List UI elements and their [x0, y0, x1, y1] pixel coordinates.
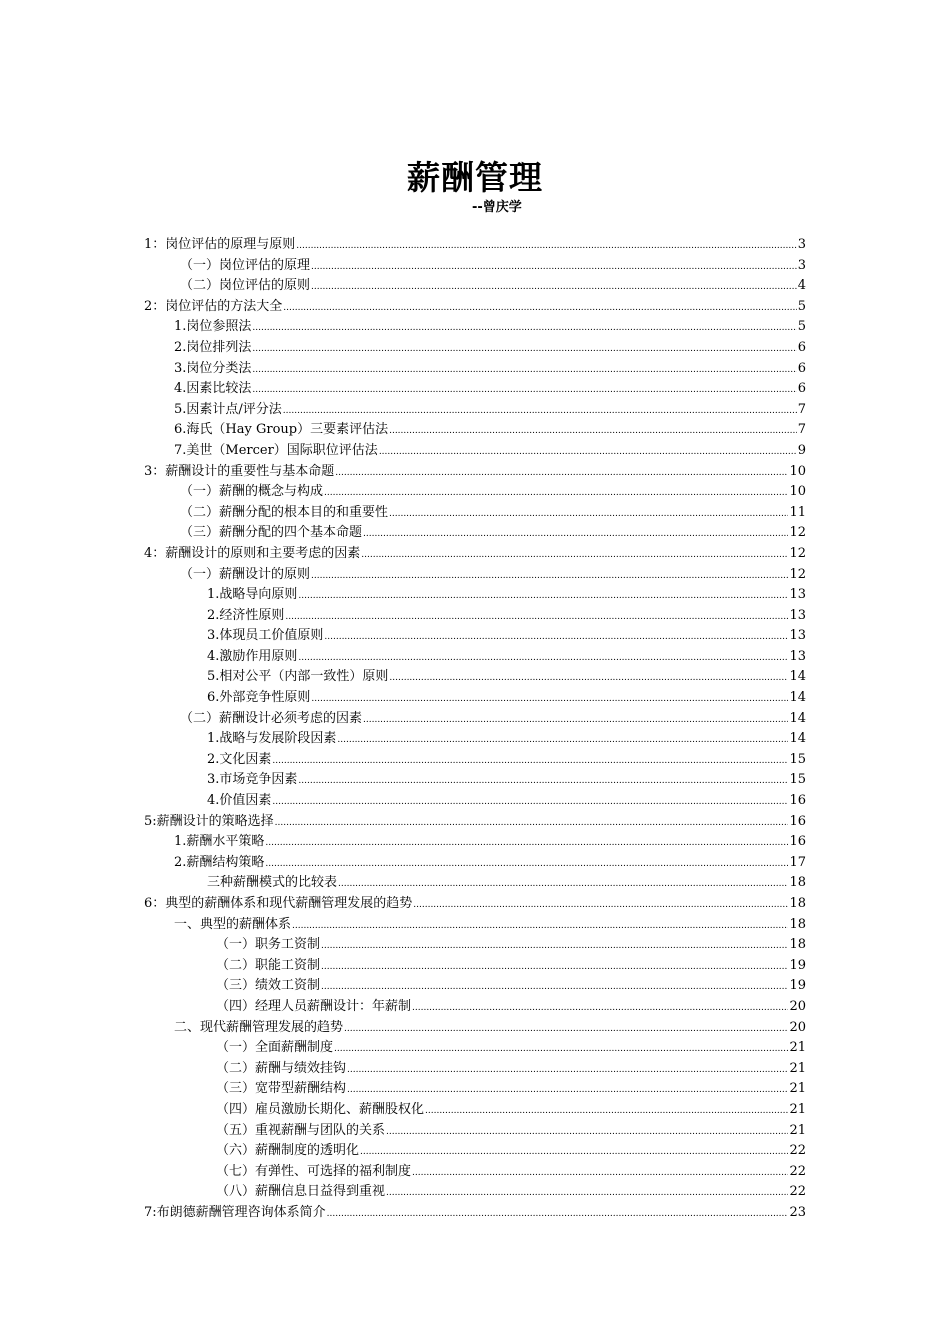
toc-entry-title: 1.战略导向原则: [207, 587, 298, 603]
toc-entry-title: 6.海氏（Hay Group）三要素评估法: [174, 422, 389, 438]
toc-leader-dots: [412, 1163, 788, 1184]
toc-entry-title: 3.市场竞争因素: [207, 772, 298, 788]
toc-entry-title: 1：岗位评估的原理与原则: [144, 237, 296, 252]
toc-leader-dots: [360, 1142, 788, 1163]
toc-entry[interactable]: [144, 626, 806, 647]
toc-entry-page-number: 7: [797, 401, 806, 417]
toc-leader-dots: [386, 1183, 788, 1204]
toc-leader-dots: [272, 751, 788, 772]
toc-entry-page-number: 9: [797, 442, 806, 458]
toc-leader-dots: [324, 483, 788, 504]
toc-leader-dots: [363, 710, 788, 731]
toc-entry-page-number: 10: [789, 484, 806, 500]
toc-entry[interactable]: [144, 750, 806, 771]
toc-entry-page-number: 12: [789, 566, 806, 582]
toc-entry-title: （三）绩效工资制: [216, 978, 321, 994]
toc-entry-page-number: 4: [797, 278, 806, 294]
toc-entry[interactable]: [144, 1018, 806, 1039]
toc-leader-dots: [252, 360, 796, 381]
toc-entry-title: 2.经济性原则: [207, 607, 285, 623]
table-of-contents: [144, 235, 806, 1224]
toc-entry[interactable]: [144, 606, 806, 627]
toc-entry[interactable]: [144, 276, 806, 297]
toc-entry-title: 一、典型的薪酬体系: [174, 916, 292, 932]
toc-leader-dots: [265, 833, 788, 854]
toc-entry[interactable]: [144, 688, 806, 709]
toc-entry[interactable]: [144, 1162, 806, 1183]
toc-entry-title: 4.激励作用原则: [207, 648, 298, 664]
toc-leader-dots: [252, 339, 796, 360]
toc-entry-page-number: 12: [789, 525, 806, 541]
toc-entry-title: 三种薪酬模式的比较表: [207, 875, 338, 891]
toc-entry[interactable]: [144, 420, 806, 441]
toc-entry[interactable]: [144, 1100, 806, 1121]
toc-entry-page-number: 21: [789, 1122, 806, 1138]
toc-entry-page-number: 18: [789, 916, 806, 932]
toc-entry-page-number: 3: [797, 237, 806, 252]
toc-entry-title: （二）薪酬分配的根本目的和重要性: [180, 504, 389, 520]
toc-entry-page-number: 16: [789, 813, 806, 829]
toc-entry[interactable]: [144, 441, 806, 462]
document-title: 薪酬管理: [407, 158, 543, 197]
toc-entry[interactable]: [144, 338, 806, 359]
document-author: --曾庆学: [472, 200, 522, 215]
toc-leader-dots: [252, 318, 796, 339]
toc-entry-title: 二、现代薪酬管理发展的趋势: [174, 1019, 344, 1035]
toc-entry-page-number: 21: [789, 1060, 806, 1076]
toc-entry-page-number: 19: [789, 978, 806, 994]
toc-entry[interactable]: [144, 667, 806, 688]
toc-entry-page-number: 17: [789, 854, 806, 870]
toc-leader-dots: [379, 442, 797, 463]
toc-entry-title: 2：岗位评估的方法大全: [144, 298, 283, 314]
toc-entry-title: 7.美世（Mercer）国际职位评估法: [174, 442, 378, 458]
toc-entry[interactable]: [144, 482, 806, 503]
toc-entry-page-number: 23: [789, 1204, 806, 1220]
toc-leader-dots: [324, 627, 788, 648]
toc-entry-page-number: 13: [789, 587, 806, 603]
toc-entry-page-number: 19: [789, 957, 806, 973]
toc-entry-page-number: 22: [789, 1163, 806, 1179]
toc-entry[interactable]: [144, 544, 806, 565]
toc-leader-dots: [321, 977, 788, 998]
toc-leader-dots: [283, 401, 797, 422]
toc-entry[interactable]: [144, 1141, 806, 1162]
toc-entry-page-number: 22: [789, 1143, 806, 1159]
toc-leader-dots: [272, 792, 788, 813]
toc-entry[interactable]: [144, 894, 806, 915]
toc-entry-title: 7:布朗德薪酬管理咨询体系简介: [144, 1204, 326, 1220]
toc-entry[interactable]: [144, 853, 806, 874]
toc-leader-dots: [337, 730, 788, 751]
toc-entry-page-number: 21: [789, 1040, 806, 1056]
toc-entry-title: 3.体现员工价值原则: [207, 628, 324, 644]
toc-entry-page-number: 6: [797, 339, 806, 355]
toc-entry[interactable]: [144, 770, 806, 791]
toc-entry-page-number: 14: [789, 669, 806, 685]
toc-leader-dots: [285, 607, 788, 628]
toc-entry-title: 5:薪酬设计的策略选择: [144, 813, 274, 829]
toc-leader-dots: [298, 586, 788, 607]
toc-entry[interactable]: [144, 729, 806, 750]
toc-entry-page-number: 7: [797, 422, 806, 438]
toc-entry-title: （三）薪酬分配的四个基本命题: [180, 525, 363, 541]
toc-entry-page-number: 20: [789, 998, 806, 1014]
toc-entry[interactable]: [144, 462, 806, 483]
toc-entry-page-number: 21: [789, 1081, 806, 1097]
toc-entry-title: （一）全面薪酬制度: [216, 1040, 334, 1056]
toc-leader-dots: [347, 1060, 788, 1081]
toc-entry-title: （六）薪酬制度的透明化: [216, 1143, 360, 1159]
toc-entry[interactable]: [144, 297, 806, 318]
toc-entry[interactable]: [144, 317, 806, 338]
toc-leader-dots: [347, 1080, 788, 1101]
toc-entry[interactable]: [144, 647, 806, 668]
toc-entry[interactable]: [144, 709, 806, 730]
toc-entry-title: 4.因素比较法: [174, 381, 252, 397]
toc-entry-page-number: 6: [797, 381, 806, 397]
toc-entry-title: （二）薪酬设计必须考虑的因素: [180, 710, 363, 726]
toc-entry[interactable]: [144, 935, 806, 956]
toc-leader-dots: [265, 854, 788, 875]
toc-entry-title: （一）薪酬的概念与构成: [180, 484, 324, 500]
toc-entry-title: 4：薪酬设计的原则和主要考虑的因素: [144, 545, 361, 561]
toc-entry-title: （三）宽带型薪酬结构: [216, 1081, 347, 1097]
toc-entry-title: 2.薪酬结构策略: [174, 854, 265, 870]
toc-entry[interactable]: [144, 359, 806, 380]
toc-entry[interactable]: [144, 256, 806, 277]
toc-leader-dots: [311, 566, 788, 587]
toc-leader-dots: [311, 689, 788, 710]
toc-entry[interactable]: [144, 956, 806, 977]
toc-entry[interactable]: [144, 915, 806, 936]
toc-leader-dots: [321, 957, 788, 978]
toc-entry-page-number: 16: [789, 793, 806, 809]
toc-entry-title: 1.战略与发展阶段因素: [207, 731, 337, 747]
toc-entry-page-number: 5: [797, 319, 806, 335]
toc-leader-dots: [389, 504, 788, 525]
toc-entry-title: （一）职务工资制: [216, 937, 321, 953]
toc-entry-title: （二）薪酬与绩效挂钩: [216, 1060, 347, 1076]
toc-leader-dots: [386, 1122, 788, 1143]
toc-entry-title: 2.文化因素: [207, 751, 272, 767]
toc-entry-page-number: 10: [789, 463, 806, 479]
toc-entry[interactable]: [144, 1038, 806, 1059]
toc-leader-dots: [252, 380, 796, 401]
toc-leader-dots: [334, 1039, 788, 1060]
toc-leader-dots: [363, 524, 788, 545]
toc-entry[interactable]: [144, 997, 806, 1018]
toc-entry-title: 3.岗位分类法: [174, 360, 252, 376]
toc-entry-title: 4.价值因素: [207, 793, 272, 809]
toc-entry-page-number: 15: [789, 772, 806, 788]
toc-entry-title: （二）岗位评估的原则: [180, 278, 311, 294]
toc-entry-title: 3：薪酬设计的重要性与基本命题: [144, 463, 335, 479]
toc-entry-page-number: 18: [789, 896, 806, 911]
toc-entry-title: 5.因素计点/评分法: [174, 401, 282, 417]
toc-leader-dots: [298, 648, 788, 669]
toc-entry-title: 6.外部竞争性原则: [207, 690, 311, 706]
toc-entry-page-number: 13: [789, 648, 806, 664]
toc-leader-dots: [283, 298, 796, 319]
toc-leader-dots: [311, 257, 797, 278]
toc-entry-title: （七）有弹性、可选择的福利制度: [216, 1163, 412, 1179]
toc-entry-page-number: 12: [789, 545, 806, 561]
toc-leader-dots: [298, 771, 788, 792]
toc-entry-title: （二）职能工资制: [216, 957, 321, 973]
toc-entry-title: 6：典型的薪酬体系和现代薪酬管理发展的趋势: [144, 896, 413, 911]
toc-entry[interactable]: [144, 503, 806, 524]
toc-entry-page-number: 20: [789, 1019, 806, 1035]
toc-entry-page-number: 3: [797, 257, 806, 273]
toc-entry-page-number: 16: [789, 834, 806, 850]
toc-leader-dots: [344, 1019, 788, 1040]
toc-leader-dots: [338, 874, 788, 895]
toc-leader-dots: [389, 421, 797, 442]
toc-entry-title: （四）雇员激励长期化、薪酬股权化: [216, 1101, 425, 1117]
toc-entry-page-number: 14: [789, 690, 806, 706]
toc-entry[interactable]: [144, 1059, 806, 1080]
toc-leader-dots: [321, 936, 788, 957]
toc-entry-title: 2.岗位排列法: [174, 339, 252, 355]
toc-entry[interactable]: [144, 565, 806, 586]
toc-entry-page-number: 15: [789, 751, 806, 767]
toc-entry[interactable]: [144, 976, 806, 997]
toc-entry[interactable]: [144, 523, 806, 544]
toc-entry-page-number: 6: [797, 360, 806, 376]
toc-entry-page-number: 11: [789, 504, 806, 520]
toc-entry-page-number: 13: [789, 607, 806, 623]
toc-entry[interactable]: [144, 1182, 806, 1203]
toc-entry-title: （四）经理人员薪酬设计：年薪制: [216, 998, 412, 1014]
toc-leader-dots: [335, 463, 788, 484]
toc-leader-dots: [412, 998, 788, 1019]
toc-entry-page-number: 21: [789, 1101, 806, 1117]
toc-entry[interactable]: [144, 1079, 806, 1100]
toc-leader-dots: [389, 668, 788, 689]
toc-entry[interactable]: [144, 791, 806, 812]
toc-entry[interactable]: [144, 1203, 806, 1224]
toc-entry-page-number: 14: [789, 710, 806, 726]
toc-entry-title: 1.薪酬水平策略: [174, 834, 265, 850]
toc-entry-title: （一）岗位评估的原理: [180, 257, 311, 273]
toc-leader-dots: [327, 1204, 789, 1225]
toc-entry[interactable]: [144, 585, 806, 606]
toc-entry[interactable]: [144, 379, 806, 400]
toc-entry-page-number: 22: [789, 1184, 806, 1200]
toc-leader-dots: [425, 1101, 788, 1122]
toc-entry[interactable]: [144, 1121, 806, 1142]
toc-entry[interactable]: [144, 400, 806, 421]
toc-entry-title: （八）薪酬信息日益得到重视: [216, 1184, 386, 1200]
toc-leader-dots: [413, 895, 788, 916]
toc-entry[interactable]: [144, 235, 806, 256]
toc-entry-page-number: 14: [789, 731, 806, 747]
toc-leader-dots: [361, 545, 788, 566]
toc-leader-dots: [275, 813, 789, 834]
toc-entry-page-number: 5: [797, 298, 806, 314]
toc-leader-dots: [311, 277, 797, 298]
toc-entry-title: （一）薪酬设计的原则: [180, 566, 311, 582]
toc-entry-page-number: 13: [789, 628, 806, 644]
toc-entry-title: 5.相对公平（内部一致性）原则: [207, 669, 389, 685]
toc-entry[interactable]: [144, 873, 806, 894]
toc-entry-page-number: 18: [789, 937, 806, 953]
toc-leader-dots: [292, 916, 788, 937]
toc-entry-title: 1.岗位参照法: [174, 319, 252, 335]
toc-entry[interactable]: [144, 832, 806, 853]
toc-entry-title: （五）重视薪酬与团队的关系: [216, 1122, 386, 1138]
toc-entry-page-number: 18: [789, 875, 806, 891]
toc-leader-dots: [296, 236, 796, 257]
toc-entry[interactable]: [144, 812, 806, 833]
